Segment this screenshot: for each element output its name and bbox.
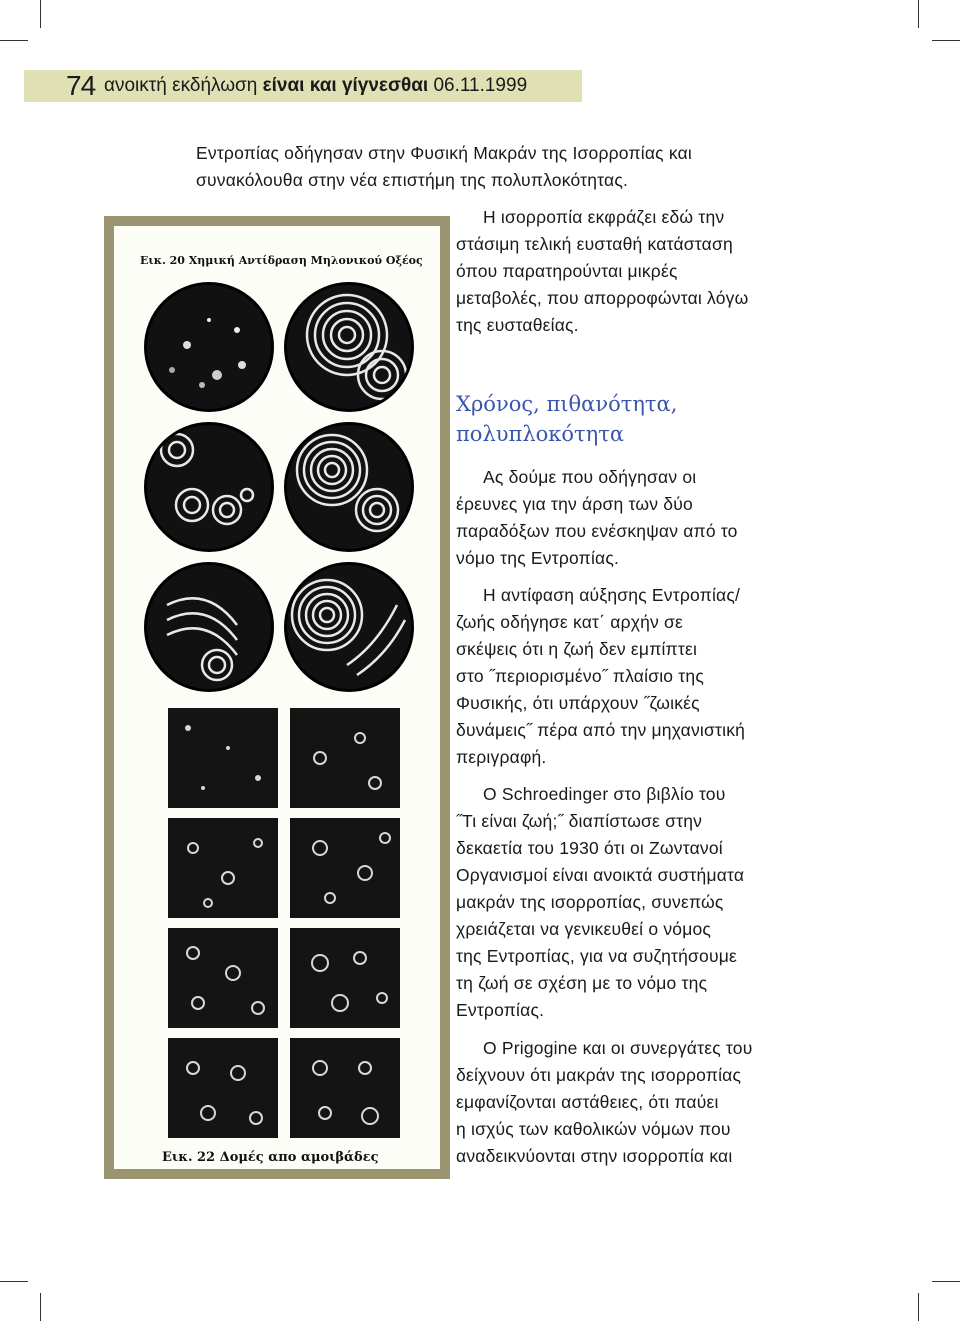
amoeba-texture [168,818,278,918]
section-heading: πολυπλοκότητα [456,422,625,446]
running-header [104,70,527,102]
amoeba-pattern [290,818,400,918]
paragraph-line: μακράν της ισορροπίας, συνεπώς [456,892,724,912]
paragraph-line: Η αντίφαση αύξησης Εντροπίας/ [483,585,741,605]
paragraph-line: τη ζωή σε σχέση με το νόμο της [456,973,708,993]
paragraph-line: ζωής οδήγησε κατ΄ αρχήν σε [456,612,684,632]
petri-dish [284,562,414,692]
crop-mark [0,40,28,41]
paragraph-line: χρειάζεται να γενικευθεί ο νόμος [456,919,712,939]
paragraph-line: Ο Prigogine και οι συνεργάτες του [483,1038,753,1058]
amoeba-texture [290,818,400,918]
crop-mark [918,0,919,28]
paragraph-line: παραδόξων που ενέσκηψαν από το [456,521,738,541]
amoeba-texture [290,1038,400,1138]
crop-mark [40,0,41,28]
petri-dish [144,562,274,692]
paragraph-line: δεκαετία του 1930 ότι οι Ζωντανοί [456,838,723,858]
amoeba-pattern [168,708,278,808]
header-date: 06.11.1999 [433,75,528,96]
intro-line: συνακόλουθα στην νέα επιστήμη της πολυπλοκότητας. [196,170,629,190]
page-number: 74 [66,70,96,101]
paragraph-line: Η ισορροπία εκφράζει εδώ την [483,207,725,227]
paragraph-line: Ας δούμε που οδήγησαν οι [483,467,697,487]
dish-pattern [287,285,411,409]
paragraph-line: η ισχύς των καθολικών νόμων που [456,1119,731,1139]
dish-pattern [287,565,411,689]
section-heading: Χρόνος, πιθανότητα, [456,392,678,416]
paragraph-line: μεταβολές, που απορροφώνται λόγω [456,288,749,308]
paragraph-line: εμφανίζονται αστάθειες, ότι παύει [456,1092,719,1112]
figure-caption-bottom: Εικ. 22 Δομές απο αμοιβάδες [162,1150,379,1165]
petri-dish [284,282,414,412]
figure-image [114,226,440,1169]
header-title-prefix: ανοικτή εκδήλωση [104,75,258,96]
crop-mark [932,40,960,41]
petri-dish [144,282,274,412]
paragraph-line: Φυσικής, ότι υπάρχουν ˝ζωικές [456,693,700,713]
crop-mark [0,1281,28,1282]
dish-pattern [147,425,271,549]
dish-pattern [147,565,271,689]
crop-mark [918,1293,919,1321]
paragraph-line: στάσιμη τελική ευσταθή κατάσταση [456,234,733,254]
dish-pattern [147,285,271,409]
amoeba-texture [168,708,278,808]
amoeba-texture [168,1038,278,1138]
amoeba-texture [168,928,278,1028]
petri-dish [144,422,274,552]
amoeba-pattern [290,708,400,808]
paragraph-line: στο ˝περιορισμένο˝ πλαίσιο της [456,666,704,686]
amoeba-texture [290,708,400,808]
paragraph-line: δυνάμεις˝ πέρα από την μηχανιστική [456,720,746,740]
amoeba-pattern [168,818,278,918]
paragraph-line: όπου παρατηρούνται μικρές [456,261,678,281]
paragraph-line: της ευσταθείας. [456,315,579,335]
paragraph-line: Ο Schroedinger στο βιβλίο του [483,784,726,804]
figure-frame [104,216,450,1179]
crop-mark [40,1293,41,1321]
petri-dish [284,422,414,552]
figure-caption-top: Εικ. 20 Χημική Αντίδραση Μηλονικού Οξέος [140,254,423,267]
amoeba-pattern [290,928,400,1028]
crop-mark [932,1281,960,1282]
paragraph-line: αναδεικνύονται στην ισορροπία και [456,1146,733,1166]
paragraph-line: δείχνουν ότι μακράν της ισορροπίας [456,1065,742,1085]
amoeba-pattern [290,1038,400,1138]
paragraph-line: Εντροπίας. [456,1000,545,1020]
paragraph-line: ˝Τι είναι ζωή;˝ διαπίστωσε στην [456,811,703,831]
paragraph-line: έρευνες για την άρση των δύο [456,494,693,514]
header-title-bold: είναι και γίγνεσθαι [262,75,429,96]
amoeba-pattern [168,1038,278,1138]
paragraph-line: της Εντροπίας, για να συζητήσουμε [456,946,738,966]
dish-pattern [287,425,411,549]
paragraph-line: σκέψεις ότι η ζωή δεν εμπίπτει [456,639,698,659]
amoeba-texture [290,928,400,1028]
amoeba-pattern [168,928,278,1028]
paragraph-line: περιγραφή. [456,747,547,767]
paragraph-line: νόμο της Εντροπίας. [456,548,620,568]
intro-line: Εντροπίας οδήγησαν στην Φυσική Μακράν της Ισορροπίας και [196,143,692,163]
paragraph-line: Οργανισμοί είναι ανοικτά συστήματα [456,865,745,885]
